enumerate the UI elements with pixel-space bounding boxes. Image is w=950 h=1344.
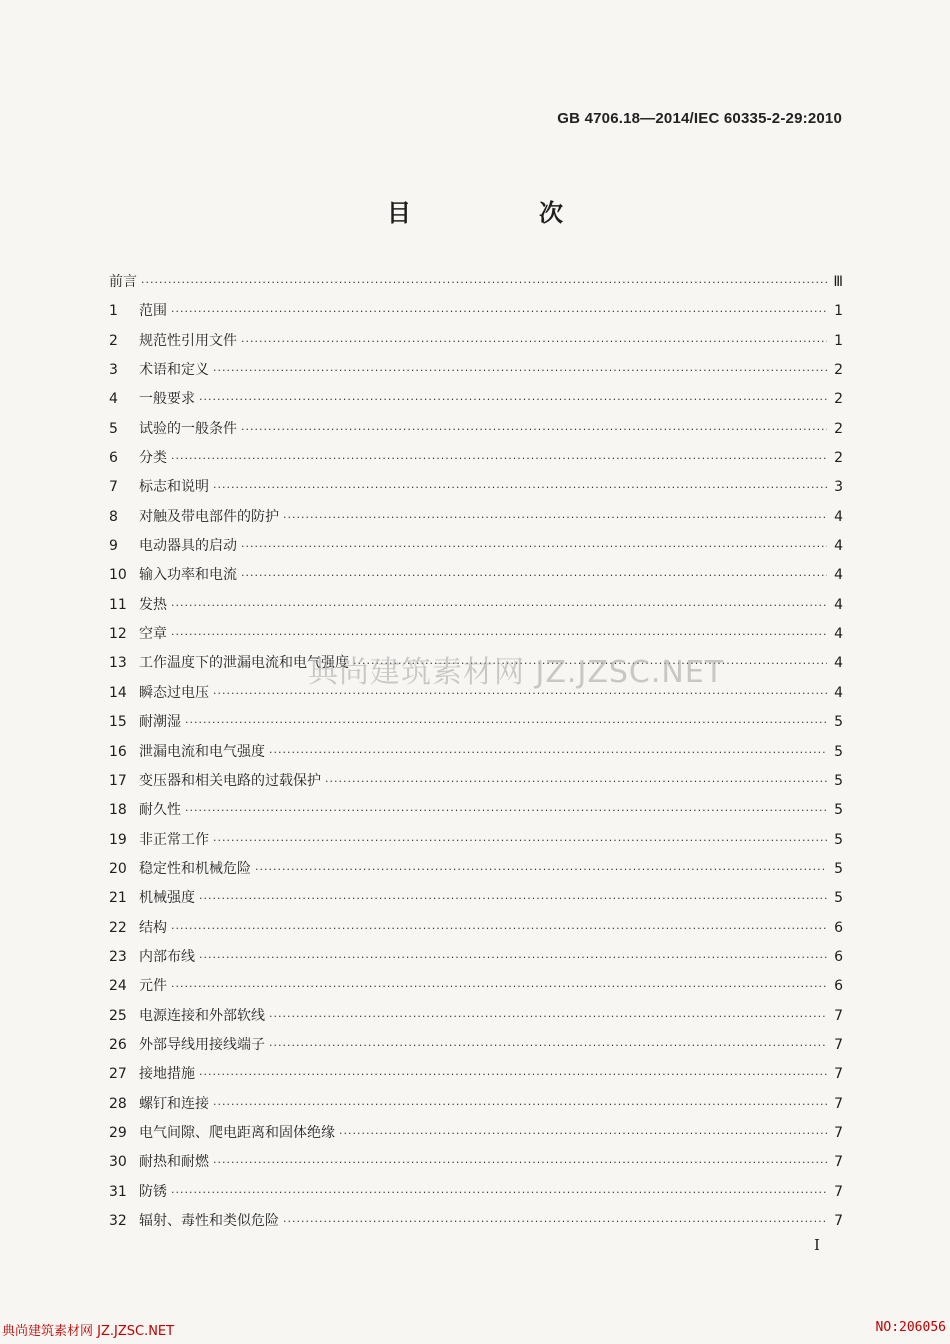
toc-dot-leader: [199, 943, 827, 972]
toc-entry-number: 2: [109, 332, 118, 349]
toc-entry[interactable]: [109, 473, 843, 502]
toc-entry-number: 3: [109, 362, 118, 379]
toc-entry-number: 19: [109, 831, 127, 848]
toc-entry[interactable]: [109, 1207, 843, 1236]
toc-entry-number: 22: [109, 919, 127, 936]
toc-entry-title: 接地措施: [139, 1066, 195, 1083]
toc-entry-title: 标志和说明: [139, 479, 209, 496]
toc-entry-number: 29: [109, 1124, 127, 1141]
toc-dot-leader: [353, 649, 827, 678]
toc-entry-page: 3: [834, 479, 843, 496]
toc-entry-title: 试验的一般条件: [139, 420, 237, 437]
toc-entry-number: 18: [109, 802, 127, 819]
footer-site-label: 典尚建筑素材网 JZ.JZSC.NET: [2, 1324, 175, 1339]
toc-entry[interactable]: [109, 1178, 843, 1207]
toc-dot-leader: [185, 796, 827, 825]
toc-entry-page: 7: [834, 1036, 843, 1053]
toc-dot-leader: [213, 1148, 827, 1177]
toc-entry-title: 空章: [139, 626, 167, 643]
toc-entry-page: 2: [834, 450, 843, 467]
toc-entry[interactable]: [109, 415, 843, 444]
toc-dot-leader: [199, 884, 827, 913]
toc-entry-title: 规范性引用文件: [139, 332, 237, 349]
toc-entry[interactable]: [109, 385, 843, 414]
toc-entry-page: 4: [834, 508, 843, 525]
toc-entry-title: 电源连接和外部软线: [139, 1007, 265, 1024]
toc-entry-title: 电动器具的启动: [139, 538, 237, 555]
toc-entry[interactable]: [109, 561, 843, 590]
toc-entry-page: 7: [834, 1095, 843, 1112]
toc-entry-page: 4: [834, 596, 843, 613]
toc-entry[interactable]: [109, 855, 843, 884]
toc-entry-number: 1: [109, 303, 118, 320]
toc-entry-number: 26: [109, 1036, 127, 1053]
toc-entry-page: 5: [834, 802, 843, 819]
toc-entry-page: 2: [834, 391, 843, 408]
toc-dot-leader: [269, 1031, 827, 1060]
toc-entry-title: 结构: [139, 919, 167, 936]
toc-entry-title: 瞬态过电压: [139, 684, 209, 701]
toc-entry-number: 24: [109, 978, 127, 995]
toc-entry-page: 4: [834, 626, 843, 643]
toc-entry-number: 30: [109, 1154, 127, 1171]
toc-entry-number: 8: [109, 508, 118, 525]
toc-entry[interactable]: [109, 327, 843, 356]
toc-dot-leader: [171, 297, 827, 326]
toc-entry-title: 范围: [139, 303, 167, 320]
toc-entry-number: 4: [109, 391, 118, 408]
toc-entry-page: 6: [834, 978, 843, 995]
toc-dot-leader: [241, 327, 827, 356]
page-number: I: [814, 1236, 820, 1254]
toc-entry-title: 耐热和耐燃: [139, 1154, 209, 1171]
toc-entry[interactable]: [109, 503, 843, 532]
toc-entry-title: 外部导线用接线端子: [139, 1036, 265, 1053]
toc-entry[interactable]: [109, 826, 843, 855]
toc-entry-page: 4: [834, 684, 843, 701]
toc-entry-page: 5: [834, 890, 843, 907]
footer-id: NO:206056: [875, 1320, 946, 1335]
toc-entry[interactable]: [109, 620, 843, 649]
toc-entry-number: 5: [109, 420, 118, 437]
toc-entry-number: 12: [109, 626, 127, 643]
toc-entry-page: 5: [834, 831, 843, 848]
toc-entry-number: 7: [109, 479, 118, 496]
toc-entry-page: 2: [834, 362, 843, 379]
toc-entry[interactable]: [109, 884, 843, 913]
toc-entry-title: 泄漏电流和电气强度: [139, 743, 265, 760]
toc-dot-leader: [325, 767, 827, 796]
page-title: 目 次: [387, 199, 615, 227]
toc-entry[interactable]: [109, 1060, 843, 1089]
toc-entry-number: 32: [109, 1213, 127, 1229]
toc-entry[interactable]: [109, 591, 843, 620]
toc-entry-number: 14: [109, 684, 127, 701]
toc-dot-leader: [213, 826, 827, 855]
toc-dot-leader: [171, 444, 827, 473]
toc-entry-title: 变压器和相关电路的过载保护: [139, 772, 321, 789]
toc-entry[interactable]: [109, 1090, 843, 1119]
toc-entry-title: 对触及带电部件的防护: [139, 508, 279, 525]
table-of-contents: [109, 268, 843, 1236]
toc-dot-leader: [185, 708, 827, 737]
toc-entry-title: 稳定性和机械危险: [139, 860, 251, 877]
toc-dot-leader: [171, 620, 827, 649]
toc-entry-number: 20: [109, 860, 127, 877]
toc-entry-page: 7: [834, 1154, 843, 1171]
toc-dot-leader: [199, 1060, 827, 1089]
toc-dot-leader: [213, 1090, 827, 1119]
toc-dot-leader: [283, 503, 827, 532]
toc-entry-title: 术语和定义: [139, 362, 209, 379]
toc-entry[interactable]: [109, 679, 843, 708]
toc-entry-title: 防锈: [139, 1183, 167, 1200]
toc-entry-page: 4: [834, 567, 843, 584]
toc-entry-number: 28: [109, 1095, 127, 1112]
toc-entry-title: 非正常工作: [139, 831, 209, 848]
toc-entry-number: 25: [109, 1007, 127, 1024]
toc-entry[interactable]: [109, 972, 843, 1001]
toc-entry-title: 耐久性: [139, 802, 181, 819]
toc-entry-title: 辐射、毒性和类似危险: [139, 1213, 279, 1229]
toc-dot-leader: [199, 385, 827, 414]
toc-entry-title: 分类: [139, 450, 167, 467]
toc-entry-number: 13: [109, 655, 127, 672]
toc-entry[interactable]: [109, 356, 843, 385]
toc-entry[interactable]: [109, 708, 843, 737]
toc-dot-leader: [171, 591, 827, 620]
toc-entry[interactable]: [109, 738, 843, 767]
toc-entry-page: 7: [834, 1066, 843, 1083]
toc-entry-number: 31: [109, 1183, 127, 1200]
toc-entry[interactable]: [109, 1031, 843, 1060]
toc-dot-leader: [283, 1207, 827, 1236]
toc-entry-page: 6: [834, 948, 843, 965]
toc-entry-title: 一般要求: [139, 391, 195, 408]
toc-dot-leader: [141, 268, 827, 297]
toc-dot-leader: [339, 1119, 827, 1148]
toc-entry[interactable]: [109, 532, 843, 561]
toc-entry-page: 5: [834, 714, 843, 731]
toc-entry-title: 发热: [139, 596, 167, 613]
toc-entry-page: 7: [834, 1124, 843, 1141]
toc-entry-page: 6: [834, 919, 843, 936]
toc-entry-number: 27: [109, 1066, 127, 1083]
toc-entry-number: 21: [109, 890, 127, 907]
toc-dot-leader: [213, 679, 827, 708]
toc-dot-leader: [241, 415, 827, 444]
toc-dot-leader: [269, 1002, 827, 1031]
toc-entry-title: 输入功率和电流: [139, 567, 237, 584]
toc-entry-page: 7: [834, 1213, 843, 1229]
toc-entry[interactable]: [109, 796, 843, 825]
toc-entry[interactable]: [109, 268, 843, 297]
toc-entry-title: 螺钉和连接: [139, 1095, 209, 1112]
toc-entry-page: 4: [834, 538, 843, 555]
toc-entry[interactable]: [109, 297, 843, 326]
standard-code: GB 4706.18—2014/IEC 60335-2-29:2010: [557, 110, 842, 127]
toc-entry-page: 5: [834, 772, 843, 789]
toc-entry[interactable]: [109, 767, 843, 796]
toc-entry-page: 1: [834, 303, 843, 320]
toc-entry-page: Ⅲ: [833, 274, 843, 290]
toc-entry-title: 前言: [109, 274, 137, 290]
toc-dot-leader: [241, 561, 827, 590]
toc-entry-title: 内部布线: [139, 948, 195, 965]
toc-entry-number: 11: [109, 596, 127, 613]
toc-entry-page: 5: [834, 743, 843, 760]
toc-entry-title: 元件: [139, 978, 167, 995]
toc-entry-number: 9: [109, 538, 118, 555]
toc-entry-title: 工作温度下的泄漏电流和电气强度: [139, 655, 349, 672]
toc-entry-page: 5: [834, 860, 843, 877]
toc-entry-title: 耐潮湿: [139, 714, 181, 731]
toc-dot-leader: [213, 356, 827, 385]
toc-entry-title: 电气间隙、爬电距离和固体绝缘: [139, 1124, 335, 1141]
toc-entry[interactable]: [109, 1119, 843, 1148]
toc-dot-leader: [171, 914, 827, 943]
toc-entry-page: 7: [834, 1183, 843, 1200]
toc-entry[interactable]: [109, 444, 843, 473]
toc-dot-leader: [213, 473, 827, 502]
toc-entry-number: 15: [109, 714, 127, 731]
toc-entry[interactable]: [109, 943, 843, 972]
toc-entry[interactable]: [109, 1148, 843, 1177]
toc-dot-leader: [255, 855, 827, 884]
toc-dot-leader: [171, 972, 827, 1001]
toc-entry-number: 17: [109, 772, 127, 789]
toc-entry-title: 机械强度: [139, 890, 195, 907]
toc-entry-number: 6: [109, 450, 118, 467]
toc-dot-leader: [171, 1178, 827, 1207]
toc-dot-leader: [269, 738, 827, 767]
toc-entry-number: 10: [109, 567, 127, 584]
toc-entry[interactable]: [109, 914, 843, 943]
toc-entry-page: 7: [834, 1007, 843, 1024]
watermark: 典尚建筑素材网 JZ.JZSC.NET: [308, 655, 725, 690]
toc-dot-leader: [241, 532, 827, 561]
toc-entry-page: 2: [834, 420, 843, 437]
toc-entry-page: 4: [834, 655, 843, 672]
toc-entry-number: 16: [109, 743, 127, 760]
toc-entry-number: 23: [109, 948, 127, 965]
toc-entry[interactable]: [109, 1002, 843, 1031]
toc-entry-page: 1: [834, 332, 843, 349]
toc-entry[interactable]: [109, 649, 843, 678]
